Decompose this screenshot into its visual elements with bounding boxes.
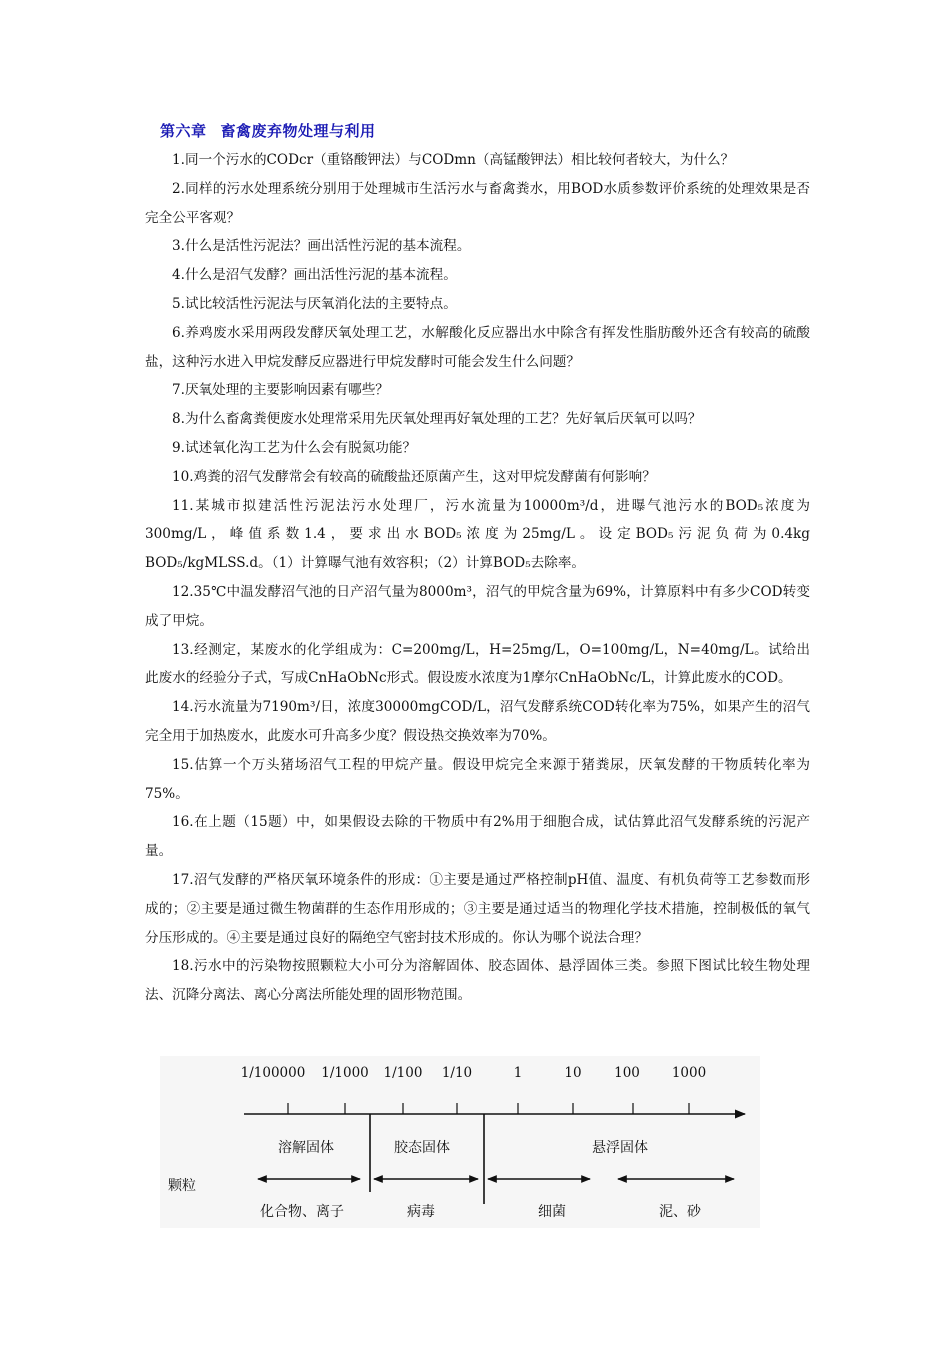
question-16: 16.在上题（15题）中，如果假设去除的干物质中有2%用于细胞合成，试估算此沼气发酵系统的污泥产量。	[145, 814, 810, 860]
category-dissolved-solids: 溶解固体	[278, 1140, 334, 1156]
question-6: 6.养鸡废水采用两段发酵厌氧处理工艺，水解酸化反应器出水中除含有挥发性脂肪酸外还含有较高的硫酸盐，这种污水进入甲烷发酵反应器进行甲烷发酵时可能会发生什么问题？	[145, 324, 810, 370]
scale-label-1-100: 1/100	[383, 1065, 423, 1081]
scale-label-1-10: 1/10	[441, 1065, 473, 1081]
question-9: 9.试述氧化沟工艺为什么会有脱氮功能？	[172, 439, 417, 456]
example-compounds-ions: 化合物、离子	[260, 1204, 344, 1220]
scale-label-1-1000: 1/1000	[321, 1065, 369, 1081]
example-virus: 病毒	[407, 1204, 435, 1220]
particle-label: 颗粒	[168, 1178, 196, 1194]
category-suspended-solids: 悬浮固体	[592, 1140, 648, 1156]
question-3: 3.什么是活性污泥法？画出活性污泥的基本流程。	[172, 238, 471, 255]
category-colloidal-solids: 胶态固体	[394, 1140, 450, 1156]
question-10: 10.鸡粪的沼气发酵常会有较高的硫酸盐还原菌产生，这对甲烷发酵菌有何影响？	[172, 468, 656, 485]
scale-label-10: 10	[564, 1065, 582, 1081]
question-8: 8.为什么畜禽粪便废水处理常采用先厌氧处理再好氧处理的工艺？先好氧后厌氧可以吗？	[172, 411, 702, 428]
question-13: 13.经测定，某废水的化学组成为：C=200mg/L，H=25mg/L，O=100mg/L，N=40mg/L。试给出此废水的经验分子式，写成CnHaObNc形式。假设废水浓度为1摩尔CnHaObNc/L，计算此废水的COD。	[145, 641, 810, 687]
question-18: 18.污水中的污染物按照颗粒大小可分为溶解固体、胶态固体、悬浮固体三类。参照下图试比较生物处理法、沉降分离法、离心分离法所能处理的固形物范围。	[145, 958, 810, 1004]
chapter-name: 畜禽废弃物处理与利用	[220, 122, 376, 140]
question-list	[145, 146, 810, 1010]
scale-label-1-100000: 1/100000	[240, 1065, 306, 1081]
question-4: 4.什么是沼气发酵？画出活性污泥的基本流程。	[172, 267, 457, 284]
scale-label-100: 100	[614, 1065, 640, 1081]
scale-label-1: 1	[513, 1065, 523, 1081]
question-17: 17.沼气发酵的严格厌氧环境条件的形成：①主要是通过严格控制pH值、温度、有机负荷等工艺参数而形成的；②主要是通过微生物菌群的生态作用形成的；③主要是通过适当的物理化学技术措施，控制极低的氧气分压形成的。④主要是通过良好的隔绝空气密封技术形成的。你认为哪个说法合理？	[145, 871, 810, 946]
example-mud-sand: 泥、砂	[659, 1204, 701, 1220]
example-bacteria: 细菌	[538, 1204, 566, 1220]
chapter-number: 第六章	[160, 122, 207, 140]
particle-size-diagram	[160, 1056, 760, 1228]
question-1: 1.同一个污水的CODcr（重铬酸钾法）与CODmn（高锰酸钾法）相比较何者较大，为什么？	[172, 152, 735, 168]
scale-label-1000: 1000	[671, 1065, 707, 1081]
question-7: 7.厌氧处理的主要影响因素有哪些？	[172, 382, 389, 399]
question-12: 12.35℃中温发酵沼气池的日产沼气量为8000m³，沼气的甲烷含量为69%，计算原料中有多少COD转变成了甲烷。	[145, 583, 810, 629]
chapter-title	[160, 120, 376, 141]
question-14: 14.污水流量为7190m³/日，浓度30000mgCOD/L，沼气发酵系统COD转化率为75%，如果产生的沼气完全用于加热废水，此废水可升高多少度？假设热交换效率为70%。	[145, 699, 810, 744]
question-15: 15.估算一个万头猪场沼气工程的甲烷产量。假设甲烷完全来源于猪粪尿，厌氧发酵的干物质转化率为75%。	[145, 756, 810, 802]
question-11: 11.某城市拟建活性污泥法污水处理厂，污水流量为10000m³/d，进曝气池污水的BOD₅浓度为300mg/L，峰值系数1.4，要求出水BOD₅浓度为25mg/L。设定BOD₅污泥负荷为0.4kg BOD₅/kgMLSS.d。（1）计算曝气池有效容积；（2）计算BOD₅去除率。	[145, 497, 810, 572]
question-2: 2.同样的污水处理系统分别用于处理城市生活污水与畜禽粪水，用BOD水质参数评价系统的处理效果是否完全公平客观？	[145, 180, 810, 226]
particle-size-figure	[160, 1056, 760, 1228]
question-5: 5.试比较活性污泥法与厌氧消化法的主要特点。	[172, 295, 457, 312]
